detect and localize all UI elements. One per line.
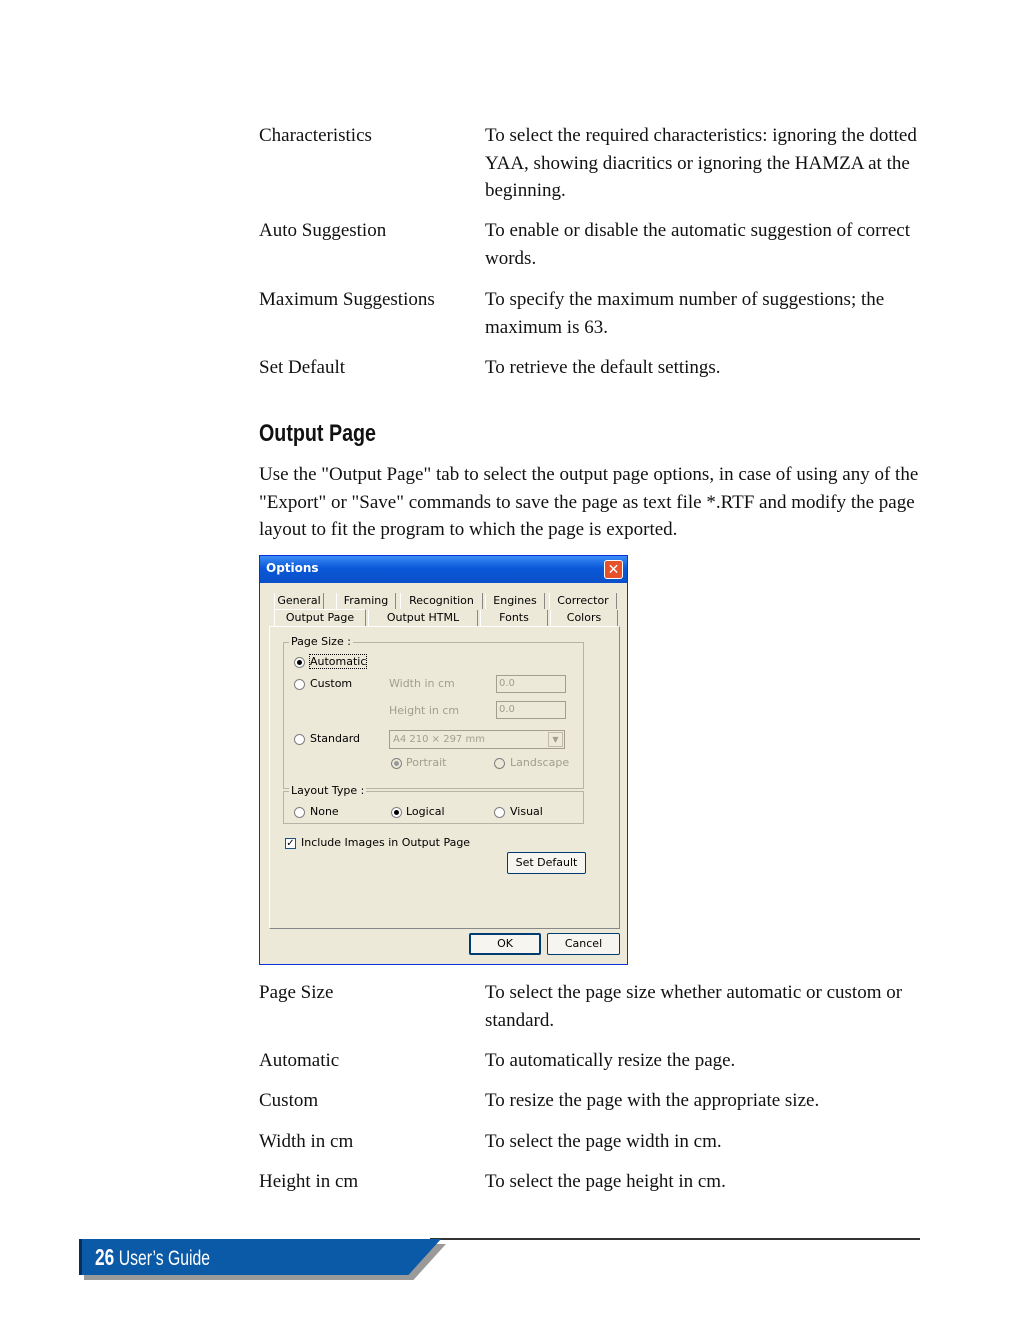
tab-output-page[interactable]: Output Page <box>274 609 366 627</box>
definition-term: Height in cm <box>259 1171 359 1192</box>
dialog-titlebar <box>260 556 627 583</box>
tab-engines[interactable]: Engines <box>485 593 545 609</box>
definition-row <box>259 1168 929 1196</box>
cancel-button[interactable]: Cancel <box>547 933 620 955</box>
definition-description: To select the page height in cm. <box>485 1171 726 1192</box>
definition-description: To retrieve the default settings. <box>485 357 721 378</box>
definition-description: To select the required characteristics: ignoring the dotted YAA, showing diacritics or ignoring the HAMZA at the beginning. <box>485 125 917 201</box>
tab-framing[interactable]: Framing <box>336 593 396 609</box>
include-images-checkbox[interactable]: ✓ <box>286 838 295 849</box>
definition-description: To resize the page with the appropriate size. <box>485 1090 820 1111</box>
include-images-label[interactable]: Include Images in Output Page <box>301 836 471 849</box>
automatic-label[interactable]: Automatic <box>310 655 367 668</box>
definition-term: Maximum Suggestions <box>259 289 435 310</box>
page-size-label: Page Size : <box>291 635 351 648</box>
definition-term: Auto Suggestion <box>259 220 387 241</box>
layout-none-label[interactable]: None <box>310 805 339 818</box>
layout-none-radio[interactable] <box>294 807 305 818</box>
ok-button[interactable]: OK <box>469 933 541 955</box>
automatic-radio[interactable] <box>294 657 305 668</box>
definition-row <box>259 217 929 272</box>
tab-colors[interactable]: Colors <box>550 610 618 626</box>
dialog-title: Options <box>266 561 319 575</box>
standard-size-select[interactable] <box>389 730 565 749</box>
layout-logical-label[interactable]: Logical <box>406 805 445 818</box>
height-input[interactable]: 0.0 <box>496 701 566 719</box>
definition-row <box>259 1087 929 1115</box>
tab-general[interactable]: General <box>274 593 324 609</box>
standard-radio[interactable] <box>294 734 305 745</box>
layout-logical-radio[interactable] <box>391 807 402 818</box>
definition-description: To automatically resize the page. <box>485 1050 736 1071</box>
definition-row <box>259 354 929 382</box>
definition-description: To select the page width in cm. <box>485 1131 722 1152</box>
chevron-down-icon[interactable]: ▼ <box>548 732 563 747</box>
footer-label <box>95 1244 210 1271</box>
custom-label[interactable]: Custom <box>310 677 353 690</box>
page-number: 26 <box>95 1244 115 1270</box>
standard-label[interactable]: Standard <box>310 732 361 745</box>
definition-row <box>259 1047 929 1075</box>
set-default-button[interactable]: Set Default <box>507 852 586 874</box>
definition-description: To specify the maximum number of suggestions; the maximum is 63. <box>485 289 885 338</box>
section-paragraph: Use the "Output Page" tab to select the output page options, in case of using any of the "Export" or "Save" commands to save the page as text file *.RTF and modify the page layout to fit the program to which the page is exported. <box>259 464 919 540</box>
output-page-panel <box>269 626 620 929</box>
footer-guide-title: User’s Guide <box>118 1247 211 1270</box>
tab-corrector[interactable]: Corrector <box>549 593 617 609</box>
landscape-label[interactable]: Landscape <box>510 756 570 769</box>
width-label: Width in cm <box>389 677 455 690</box>
tab-recognition[interactable]: Recognition <box>400 593 483 609</box>
definition-term: Width in cm <box>259 1131 354 1152</box>
definition-term: Custom <box>259 1090 319 1111</box>
definition-row <box>259 1128 929 1156</box>
standard-size-value: A4 210 × 297 mm <box>393 734 485 745</box>
section-heading: Output Page <box>259 420 376 447</box>
definition-description: To select the page size whether automatic or custom or standard. <box>485 982 903 1031</box>
portrait-radio[interactable] <box>391 758 402 769</box>
definition-row <box>259 122 929 204</box>
definition-term: Page Size <box>259 982 334 1003</box>
options-dialog <box>259 555 628 965</box>
definition-term: Automatic <box>259 1050 340 1071</box>
width-input[interactable]: 0.0 <box>496 675 566 693</box>
page-size-group <box>283 635 584 789</box>
custom-radio[interactable] <box>294 679 305 690</box>
definition-description: To enable or disable the automatic suggestion of correct words. <box>485 220 910 269</box>
layout-visual-radio[interactable] <box>494 807 505 818</box>
definition-row <box>259 286 929 341</box>
layout-type-group <box>283 784 584 824</box>
close-icon[interactable]: ✕ <box>604 560 623 579</box>
tab-output-html[interactable]: Output HTML <box>368 610 478 626</box>
definition-row <box>259 979 929 1034</box>
portrait-label[interactable]: Portrait <box>406 756 447 769</box>
footer-rule <box>430 1238 920 1240</box>
tab-fonts[interactable]: Fonts <box>480 610 548 626</box>
layout-type-label: Layout Type : <box>291 784 365 797</box>
layout-visual-label[interactable]: Visual <box>510 805 543 818</box>
height-label: Height in cm <box>389 704 460 717</box>
definition-term: Set Default <box>259 357 346 378</box>
definition-term: Characteristics <box>259 125 372 146</box>
landscape-radio[interactable] <box>494 758 505 769</box>
